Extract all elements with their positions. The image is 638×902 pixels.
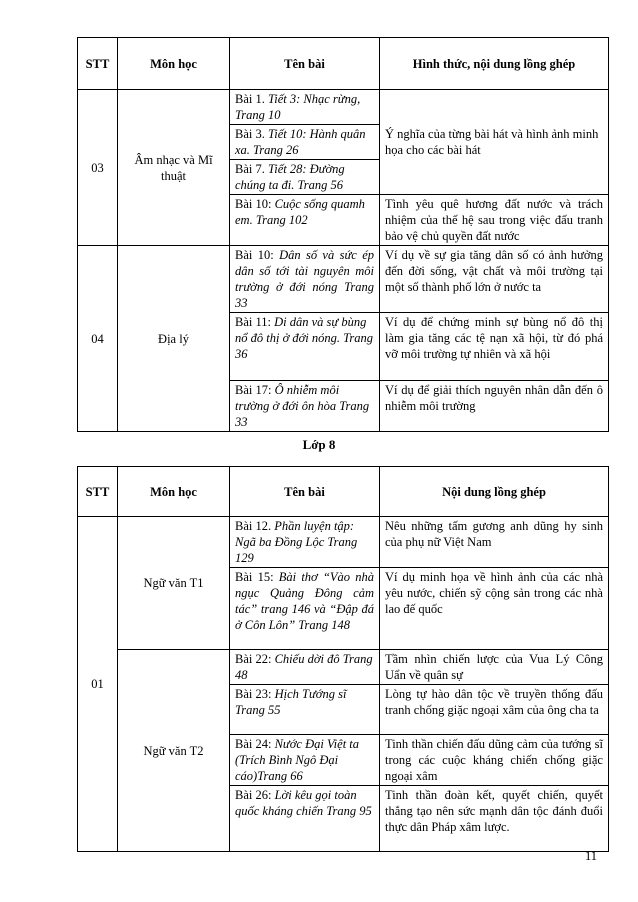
table-header-row xyxy=(78,467,609,517)
lesson-prefix: Bài 10: xyxy=(235,248,280,262)
table-row xyxy=(78,650,609,685)
content-cell: Nêu những tấm gương anh dũng hy sinh của phụ nữ Việt Nam xyxy=(380,517,609,568)
lesson-prefix: Bài 3. xyxy=(235,127,268,141)
subject-cell: Địa lý xyxy=(118,246,230,432)
lesson-cell xyxy=(230,160,380,195)
lesson-title: Chiếu dời đô Trang 48 xyxy=(235,652,373,682)
header-subject: Môn học xyxy=(118,38,230,90)
lesson-title: Bài thơ “Vào nhà ngục Quảng Đông cảm tác” trang 146 và “Đập đá ở Côn Lôn” Trang 148 xyxy=(235,570,374,632)
lesson-cell xyxy=(230,125,380,160)
content-cell: Ví dụ để giải thích nguyên nhân dẫn đến ô nhiễm môi trường xyxy=(380,381,609,432)
lesson-cell xyxy=(230,786,380,852)
lesson-title: Phần luyện tập: Ngã ba Đồng Lộc Trang 129 xyxy=(235,519,358,565)
lesson-prefix: Bài 11: xyxy=(235,315,275,329)
header-content: Hình thức, nội dung lồng ghép xyxy=(380,38,609,90)
lesson-cell xyxy=(230,90,380,125)
lesson-prefix: Bài 10: xyxy=(235,197,275,211)
lesson-prefix: Bài 26: xyxy=(235,788,275,802)
lesson-prefix: Bài 12. xyxy=(235,519,275,533)
content-cell: Tình yêu quê hương đất nước và trách nhiệm của thế hệ sau trong việc đấu tranh bảo vệ chủ quyền đất nước xyxy=(380,195,609,246)
lesson-table-grade8 xyxy=(77,466,609,852)
lesson-cell xyxy=(230,517,380,568)
content-cell: Tinh thần đoàn kết, quyết chiến, quyết thắng tạo nên sức mạnh dân tộc đánh đuổi thực dân Pháp xâm lược. xyxy=(380,786,609,852)
stt-cell: 01 xyxy=(78,517,118,852)
content-cell: Tầm nhìn chiến lược của Vua Lý Công Uẩn về quân sự xyxy=(380,650,609,685)
lesson-cell xyxy=(230,735,380,786)
lesson-prefix: Bài 7. xyxy=(235,162,268,176)
lesson-prefix: Bài 22: xyxy=(235,652,275,666)
content-cell: Ví dụ minh họa về hình ảnh của các nhà yêu nước, chiến sỹ cộng sản trong các nhà lao đế quốc xyxy=(380,568,609,650)
table-header-row xyxy=(78,38,609,90)
header-lesson: Tên bài xyxy=(230,467,380,517)
table-row xyxy=(78,246,609,313)
lesson-title: Tiết 3: Nhạc rừng, Trang 10 xyxy=(235,92,361,122)
header-stt: STT xyxy=(78,38,118,90)
section-heading: Lớp 8 xyxy=(302,437,336,452)
lesson-title: Ô nhiễm môi trường ở đới ôn hòa Trang 33 xyxy=(235,383,370,429)
lesson-cell xyxy=(230,195,380,246)
header-stt: STT xyxy=(78,467,118,517)
content-cell: Ý nghĩa của từng bài hát và hình ảnh minh họa cho các bài hát xyxy=(380,90,609,195)
lesson-cell xyxy=(230,313,380,381)
lesson-prefix: Bài 17: xyxy=(235,383,275,397)
header-lesson: Tên bài xyxy=(230,38,380,90)
subject-cell: Âm nhạc và Mĩ thuật xyxy=(118,90,230,246)
lesson-title: Dân số và sức ép dân số tới tài nguyên môi trường ở đới nóng Trang 33 xyxy=(235,248,374,310)
lesson-title: Tiết 10: Hành quân xa. Trang 26 xyxy=(235,127,366,157)
lesson-cell xyxy=(230,685,380,735)
header-content: Nội dung lồng ghép xyxy=(380,467,609,517)
lesson-title: Lời kêu gọi toàn quốc kháng chiến Trang 95 xyxy=(235,788,372,818)
table-row xyxy=(78,517,609,568)
subject-cell: Ngữ văn T1 xyxy=(118,517,230,650)
content-cell: Ví dụ về sự gia tăng dân số có ảnh hưởng đến đời sống, vật chất và môi trường tại một số thành phố lớn ở nước ta xyxy=(380,246,609,313)
lesson-title: Nước Đại Việt ta (Trích Bình Ngô Đại cáo)Trang 66 xyxy=(235,737,360,783)
lesson-cell xyxy=(230,246,380,313)
subject-cell: Ngữ văn T2 xyxy=(118,650,230,852)
lesson-cell xyxy=(230,568,380,650)
lesson-prefix: Bài 1. xyxy=(235,92,268,106)
lesson-title: Tiết 28: Đường chúng ta đi. Trang 56 xyxy=(235,162,345,192)
stt-cell: 03 xyxy=(78,90,118,246)
table-row xyxy=(78,90,609,125)
content-cell: Lòng tự hào dân tộc về truyền thống đấu tranh chống giặc ngoại xâm của ông cha ta xyxy=(380,685,609,735)
lesson-title: Hịch Tướng sĩ Trang 55 xyxy=(235,687,347,717)
stt-cell: 04 xyxy=(78,246,118,432)
lesson-title: Cuộc sống quamh em. Trang 102 xyxy=(235,197,365,227)
lesson-cell xyxy=(230,381,380,432)
lesson-title: Di dân và sự bùng nổ đô thị ở đới nóng. Trang 36 xyxy=(235,315,374,361)
lesson-prefix: Bài 23: xyxy=(235,687,275,701)
lesson-prefix: Bài 24: xyxy=(235,737,275,751)
page-number: 11 xyxy=(585,849,598,863)
lesson-cell xyxy=(230,650,380,685)
content-cell: Ví dụ để chứng minh sự bùng nổ đô thị làm gia tăng các tệ nạn xã hội, từ đó phá vỡ môi trường tự nhiên và xã hội xyxy=(380,313,609,381)
content-cell: Tinh thần chiến đấu dũng cảm của tướng sĩ trong các cuộc kháng chiến chống giặc ngoại xâm xyxy=(380,735,609,786)
lesson-prefix: Bài 15: xyxy=(235,570,279,584)
header-subject: Môn học xyxy=(118,467,230,517)
lesson-table-grade7 xyxy=(77,37,609,432)
